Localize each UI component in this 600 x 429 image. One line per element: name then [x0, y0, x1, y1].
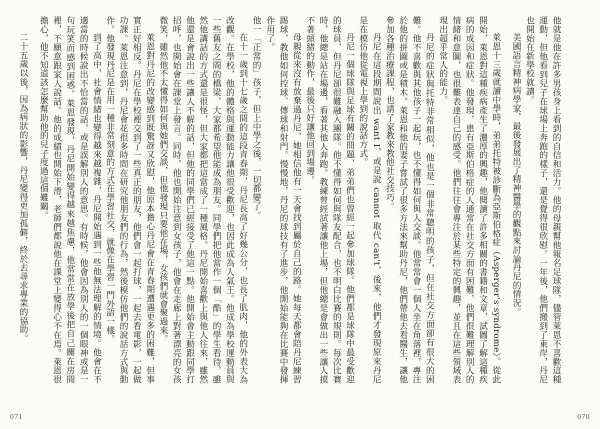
- paragraph: 他一「正常的」孩子，但上中學之後，一切都變了。: [251, 16, 261, 220]
- paragraph: 在十一歲到十七歲之間的這段青春期，丹尼長高了好幾公分，也長了肌肉，他的外表大為改觀。在學校，他的體格與運動能力讓他很受歡迎，也因此成為人氣王。他成為學校運動員與一些舊友之間的橋梁，大家都希望他能成為朋友。同學們把他當作一個「酷」的學生看待，雖然他講話的方式還是很怪，但大家都把這當成了一種風格。丹尼開始喜歡上與他人往來，雖然他還是會說出一些讓人不解的話，但他的同學們已經接受了他這一點。他開始會主動跟同學打招呼，也開始會在課堂上發言。同時，他也開始注意到女孩子，他會在走廊上對著漂亮的女孩微笑，雖然他不太懂得如何與她們交談，但他發現只要他在場，女孩們就會聚過來。: [157, 16, 248, 384]
- left-page-text: [17, 16, 262, 384]
- right-page-text: [264, 16, 562, 384]
- paragraph: 萊恩十三歲就讀中學時，弟弟托特被診斷為亞斯伯格症（Asperger's syndrome）。從此開始，萊恩對這種疾病產生了濃厚的興趣，他閱讀了許多相關的書籍和文章，試圖了解這種疾病的成因和症狀。他發現，患有亞斯伯格症的人通常在社交方面有困難，他們很難理解別人的情緒和意圖，也很難表達自己的感受。他們往往會專注於某些特定的興趣，並且在這些領域表現出超乎常人的能力。: [437, 16, 501, 384]
- paragraph: 丹尼在這段期間說出 want I，或是說 cannot 取代 can't，後來，他們才發現原來丹尼是在模仿他從電視上學到的說話方式。: [357, 16, 382, 384]
- right-page: [264, 0, 600, 429]
- paragraph: 到了高中，社會情緒也變得越來越複雜，丹尼開始遇到一些他無法理解的情境。他會在不適當的時候說出不恰當的話，或是誤解別人的意思。有時候，他會因為別人的一個眼神或是一句玩笑而感到困惑。萊恩發現，丹尼開始變得越來越焦慮，他常常在放學後把自己關在房間裡，不願意跟家人說話。他的成績也開始下滑，老師們都說他在課堂上變得心不在焉。萊恩很擔心，他不知道該怎麼幫助他的兒子度過這個難關。: [38, 16, 102, 384]
- paragraph: 他就是他在許多男孩身上看到的自信和活力。他的母親幫他報名足球隊，儘管萊恩不喜歡這種運動，但他看到兒子在球場上奔跑的樣子，還是覺得很欣慰。一年後，他們搬到了東岸，丹尼也開始在新學校就讀。: [524, 16, 561, 384]
- paragraph: 萊恩對丹尼的改變感到既驚訝又欣慰，他原本擔心丹尼會在青春期遭遇更多的困難，但事實正好相反。丹尼在學校裡交到了一些真正的朋友，他們會一起打球，一起去看電影，一起做功課。萊恩注意到，丹尼會花很多時間在研究他朋友們的行為，然後模仿他們的說話方式與動作。他發現丹尼是在用一種非常刻意的方式在學習社交，就像在學習一門外語一樣。: [104, 16, 155, 384]
- page-number: 071: [10, 412, 23, 421]
- paragraph: 二十五歲以後，因為病狀的影響，丹尼變得更加孤僻，終於去尋求專業的協助。: [17, 33, 28, 343]
- page-number: 070: [577, 412, 590, 421]
- paragraph: 美國語言精神病學家，最後發展出了精神醫學的觀點來討論丹尼的情況。: [511, 33, 522, 317]
- paragraph: 丹尼一個球隊與足球有關的問題，弟弟們也曾經一起參加球隊。他們都是球隊中最受歡迎的球員，但丹尼卻很難融入團隊。他不懂得如何與隊友配合，也不明白比賽的規則。每次比賽時，他總是站在場邊，看著其他人奔跑。教練曾經試著讓他上場，但他總是會做出一些讓人摸不著頭緒的動作，最後只好讓他回到場邊。: [304, 16, 355, 384]
- paragraph: 丹尼的症狀與托特非常相似，他也是一個非常聰明的孩子，但在社交方面卻有很大的困難。他不喜歡與其他孩子一起玩，也不懂得如何與人交談。他常常會一個人坐在角落裡，專注於他的拼圖或是積木。萊恩和他的妻子嘗試了很多方法來幫助丹尼，他們帶他去看醫生，讓他參加各種治療課程，也請了家教來教他社交技巧。: [384, 16, 435, 384]
- paragraph: 母親從來沒有放棄過丹尼，她相信他有一天會找到屬於自己的路。她每天都會陪丹尼練習踢球，教他如何控球、傳球和射門。慢慢地，丹尼的球技有了進步，他開始能夠在比賽中發揮作用了。: [264, 16, 302, 384]
